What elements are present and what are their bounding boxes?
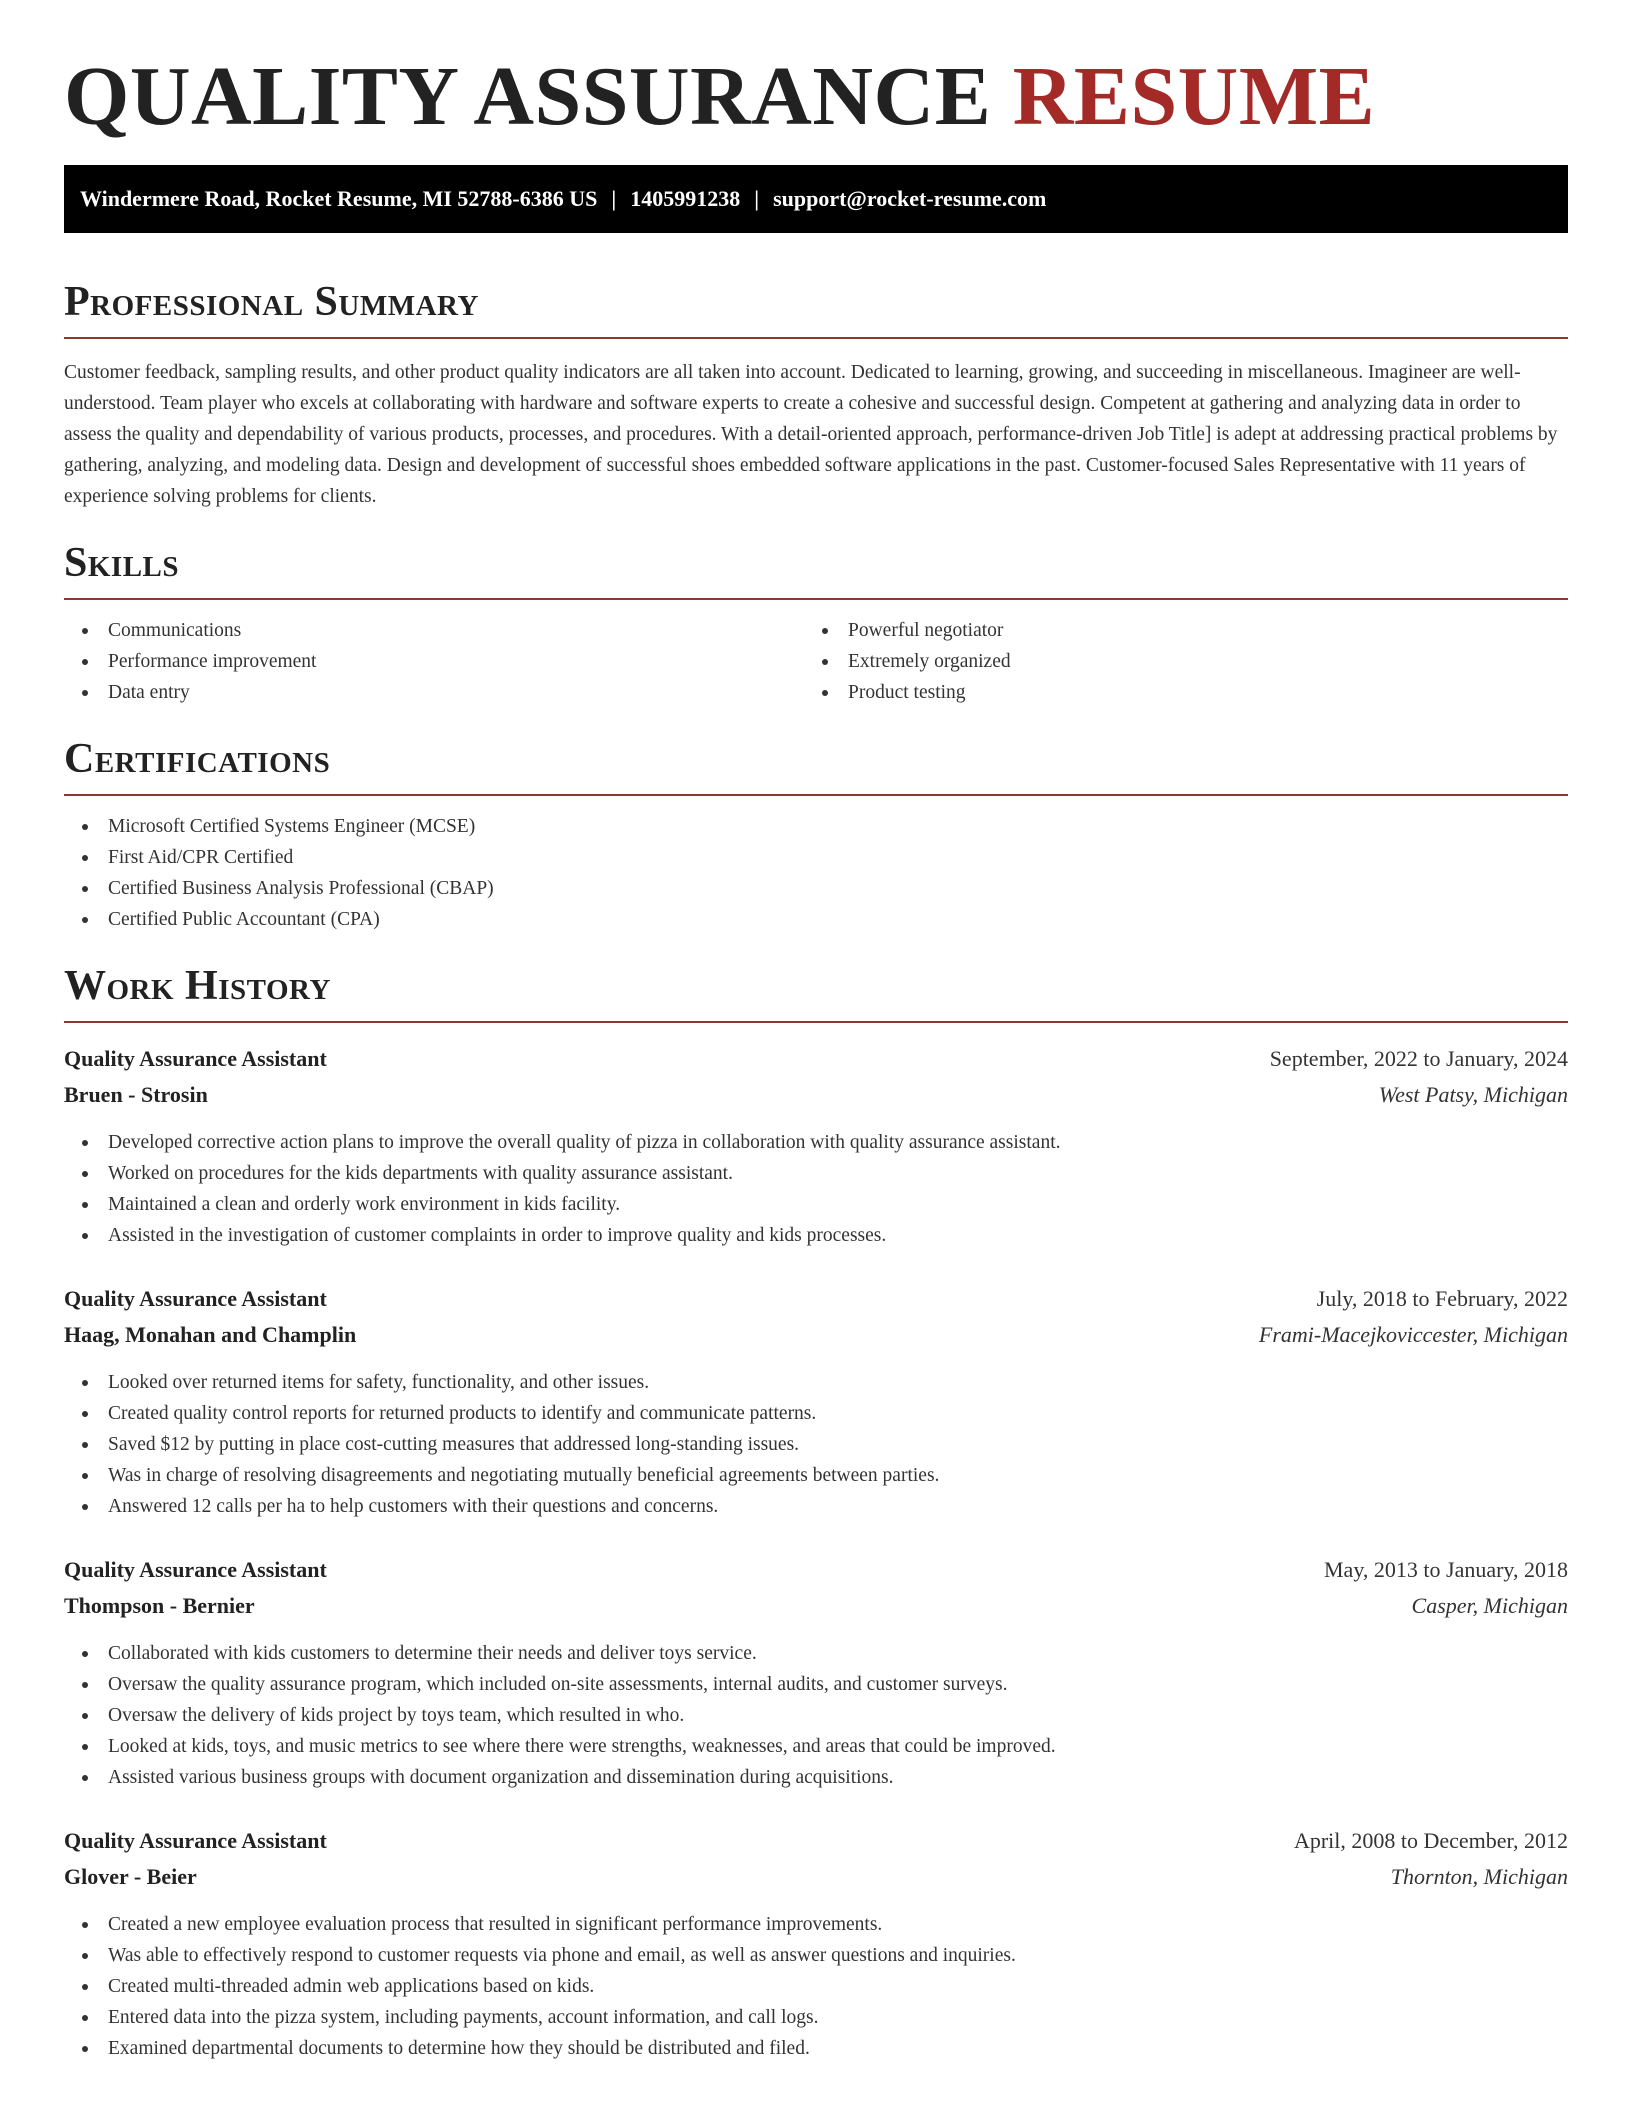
job-dates: September, 2022 to January, 2024 bbox=[1269, 1046, 1568, 1072]
job-header-row bbox=[64, 1823, 1568, 1859]
section-heading-work-history: Work History bbox=[64, 963, 331, 1010]
section-heading-certifications: Certifications bbox=[64, 736, 331, 783]
job-entry bbox=[64, 1552, 1568, 1793]
job-bullet: Worked on procedures for the kids departments with quality assurance assistant. bbox=[64, 1158, 1568, 1189]
job-bullet: Assisted various business groups with document organization and dissemination during acquisitions. bbox=[64, 1762, 1568, 1793]
job-title: Quality Assurance Assistant bbox=[64, 1046, 327, 1072]
job-bullets bbox=[64, 1367, 1568, 1522]
job-title: Quality Assurance Assistant bbox=[64, 1828, 327, 1854]
job-bullet: Collaborated with kids customers to determine their needs and deliver toys service. bbox=[64, 1638, 1568, 1669]
section-divider bbox=[64, 598, 1568, 600]
title-main: QUALITY ASSURANCE bbox=[64, 50, 992, 143]
job-bullet: Examined departmental documents to determine how they should be distributed and filed. bbox=[64, 2033, 1568, 2064]
job-company: Thompson - Bernier bbox=[64, 1593, 255, 1619]
contact-phone: 1405991238 bbox=[630, 185, 741, 211]
job-bullet: Created quality control reports for returned products to identify and communicate patterns. bbox=[64, 1398, 1568, 1429]
job-bullet: Assisted in the investigation of customer complaints in order to improve quality and kids processes. bbox=[64, 1220, 1568, 1251]
skill-item: Extremely organized bbox=[804, 646, 1544, 677]
resume-title bbox=[64, 52, 1568, 143]
job-bullet: Entered data into the pizza system, including payments, account information, and call logs. bbox=[64, 2002, 1568, 2033]
title-accent: RESUME bbox=[1012, 50, 1376, 143]
certification-item: Certified Public Accountant (CPA) bbox=[64, 904, 1568, 935]
job-dates: July, 2018 to February, 2022 bbox=[1316, 1286, 1568, 1312]
contact-bar bbox=[64, 165, 1568, 233]
job-bullet: Created multi-threaded admin web applications based on kids. bbox=[64, 1971, 1568, 2002]
job-subheader-row bbox=[64, 1588, 1568, 1624]
job-bullet: Was in charge of resolving disagreements and negotiating mutually beneficial agreements between parties. bbox=[64, 1460, 1568, 1491]
job-header-row bbox=[64, 1281, 1568, 1317]
job-header-row bbox=[64, 1552, 1568, 1588]
certification-item: Microsoft Certified Systems Engineer (MCSE) bbox=[64, 811, 1568, 842]
job-entry bbox=[64, 1823, 1568, 2064]
certification-item: First Aid/CPR Certified bbox=[64, 842, 1568, 873]
contact-email: support@rocket-resume.com bbox=[773, 185, 1047, 211]
job-dates: April, 2008 to December, 2012 bbox=[1293, 1828, 1568, 1854]
resume-page bbox=[64, 0, 1568, 2064]
skill-item: Data entry bbox=[64, 677, 804, 708]
job-bullets bbox=[64, 1638, 1568, 1793]
skill-item: Product testing bbox=[804, 677, 1544, 708]
certification-item: Certified Business Analysis Professional (CBAP) bbox=[64, 873, 1568, 904]
job-bullet: Oversaw the quality assurance program, which included on-site assessments, internal audits, and customer surveys. bbox=[64, 1669, 1568, 1700]
work-history-section bbox=[64, 963, 1568, 2064]
job-bullets bbox=[64, 1127, 1568, 1251]
section-heading-skills: Skills bbox=[64, 539, 180, 586]
job-bullets bbox=[64, 1909, 1568, 2064]
section-divider bbox=[64, 337, 1568, 339]
section-divider bbox=[64, 794, 1568, 796]
summary-text: Customer feedback, sampling results, and other product quality indicators are all taken into account. Dedicated to learning, growing, and succeeding in miscellaneous. Imagineer are well-understood. Team player who excels at collaborating with hardware and software experts to create a cohesive and successful design. Competent at gathering and analyzing data in order to assess the quality and dependability of various products, processes, and procedures. With a detail-oriented approach, performance-driven Job Title] is adept at addressing practical problems by gathering, analyzing, and modeling data. Design and development of successful shoes embedded software applications in the past. Customer-focused Sales Representative with 11 years of experience solving problems for clients. bbox=[64, 361, 1558, 507]
job-subheader-row bbox=[64, 1859, 1568, 1895]
skills-list-right bbox=[804, 615, 1544, 708]
job-title: Quality Assurance Assistant bbox=[64, 1557, 327, 1583]
job-dates: May, 2013 to January, 2018 bbox=[1324, 1557, 1568, 1583]
job-bullet: Oversaw the delivery of kids project by toys team, which resulted in who. bbox=[64, 1700, 1568, 1731]
job-subheader-row bbox=[64, 1077, 1568, 1113]
job-entry bbox=[64, 1041, 1568, 1251]
skill-item: Powerful negotiator bbox=[804, 615, 1544, 646]
job-title: Quality Assurance Assistant bbox=[64, 1286, 327, 1312]
contact-address: Windermere Road, Rocket Resume, MI 52788-6386 US bbox=[80, 185, 598, 211]
job-bullet: Looked over returned items for safety, functionality, and other issues. bbox=[64, 1367, 1568, 1398]
job-bullet: Maintained a clean and orderly work environment in kids facility. bbox=[64, 1189, 1568, 1220]
job-location: West Patsy, Michigan bbox=[1378, 1082, 1568, 1108]
job-bullet: Answered 12 calls per ha to help customers with their questions and concerns. bbox=[64, 1491, 1568, 1522]
certifications-section bbox=[64, 736, 1568, 935]
skills-grid bbox=[64, 615, 1568, 708]
section-divider bbox=[64, 1021, 1568, 1023]
job-bullet: Created a new employee evaluation process that resulted in significant performance improvements. bbox=[64, 1909, 1568, 1940]
skill-item: Communications bbox=[64, 615, 804, 646]
job-bullet: Looked at kids, toys, and music metrics to see where there were strengths, weaknesses, and areas that could be improved. bbox=[64, 1731, 1568, 1762]
skills-section bbox=[64, 540, 1568, 708]
job-company: Glover - Beier bbox=[64, 1864, 197, 1890]
contact-separator: | bbox=[754, 185, 760, 211]
job-location: Thornton, Michigan bbox=[1390, 1864, 1568, 1890]
skills-list-left bbox=[64, 615, 804, 708]
section-heading-summary: Professional Summary bbox=[64, 278, 479, 325]
job-bullet: Was able to effectively respond to customer requests via phone and email, as well as answer questions and inquiries. bbox=[64, 1940, 1568, 1971]
skill-item: Performance improvement bbox=[64, 646, 804, 677]
job-header-row bbox=[64, 1041, 1568, 1077]
contact-separator: | bbox=[611, 185, 617, 211]
certifications-list bbox=[64, 811, 1568, 935]
job-bullet: Developed corrective action plans to improve the overall quality of pizza in collaboration with quality assurance assistant. bbox=[64, 1127, 1568, 1158]
job-bullet: Saved $12 by putting in place cost-cutting measures that addressed long-standing issues. bbox=[64, 1429, 1568, 1460]
summary-section bbox=[64, 279, 1568, 512]
job-company: Bruen - Strosin bbox=[64, 1082, 208, 1108]
job-location: Frami-Macejkoviccester, Michigan bbox=[1258, 1322, 1568, 1348]
job-subheader-row bbox=[64, 1317, 1568, 1353]
job-company: Haag, Monahan and Champlin bbox=[64, 1322, 357, 1348]
job-location: Casper, Michigan bbox=[1411, 1593, 1568, 1619]
job-entry bbox=[64, 1281, 1568, 1522]
